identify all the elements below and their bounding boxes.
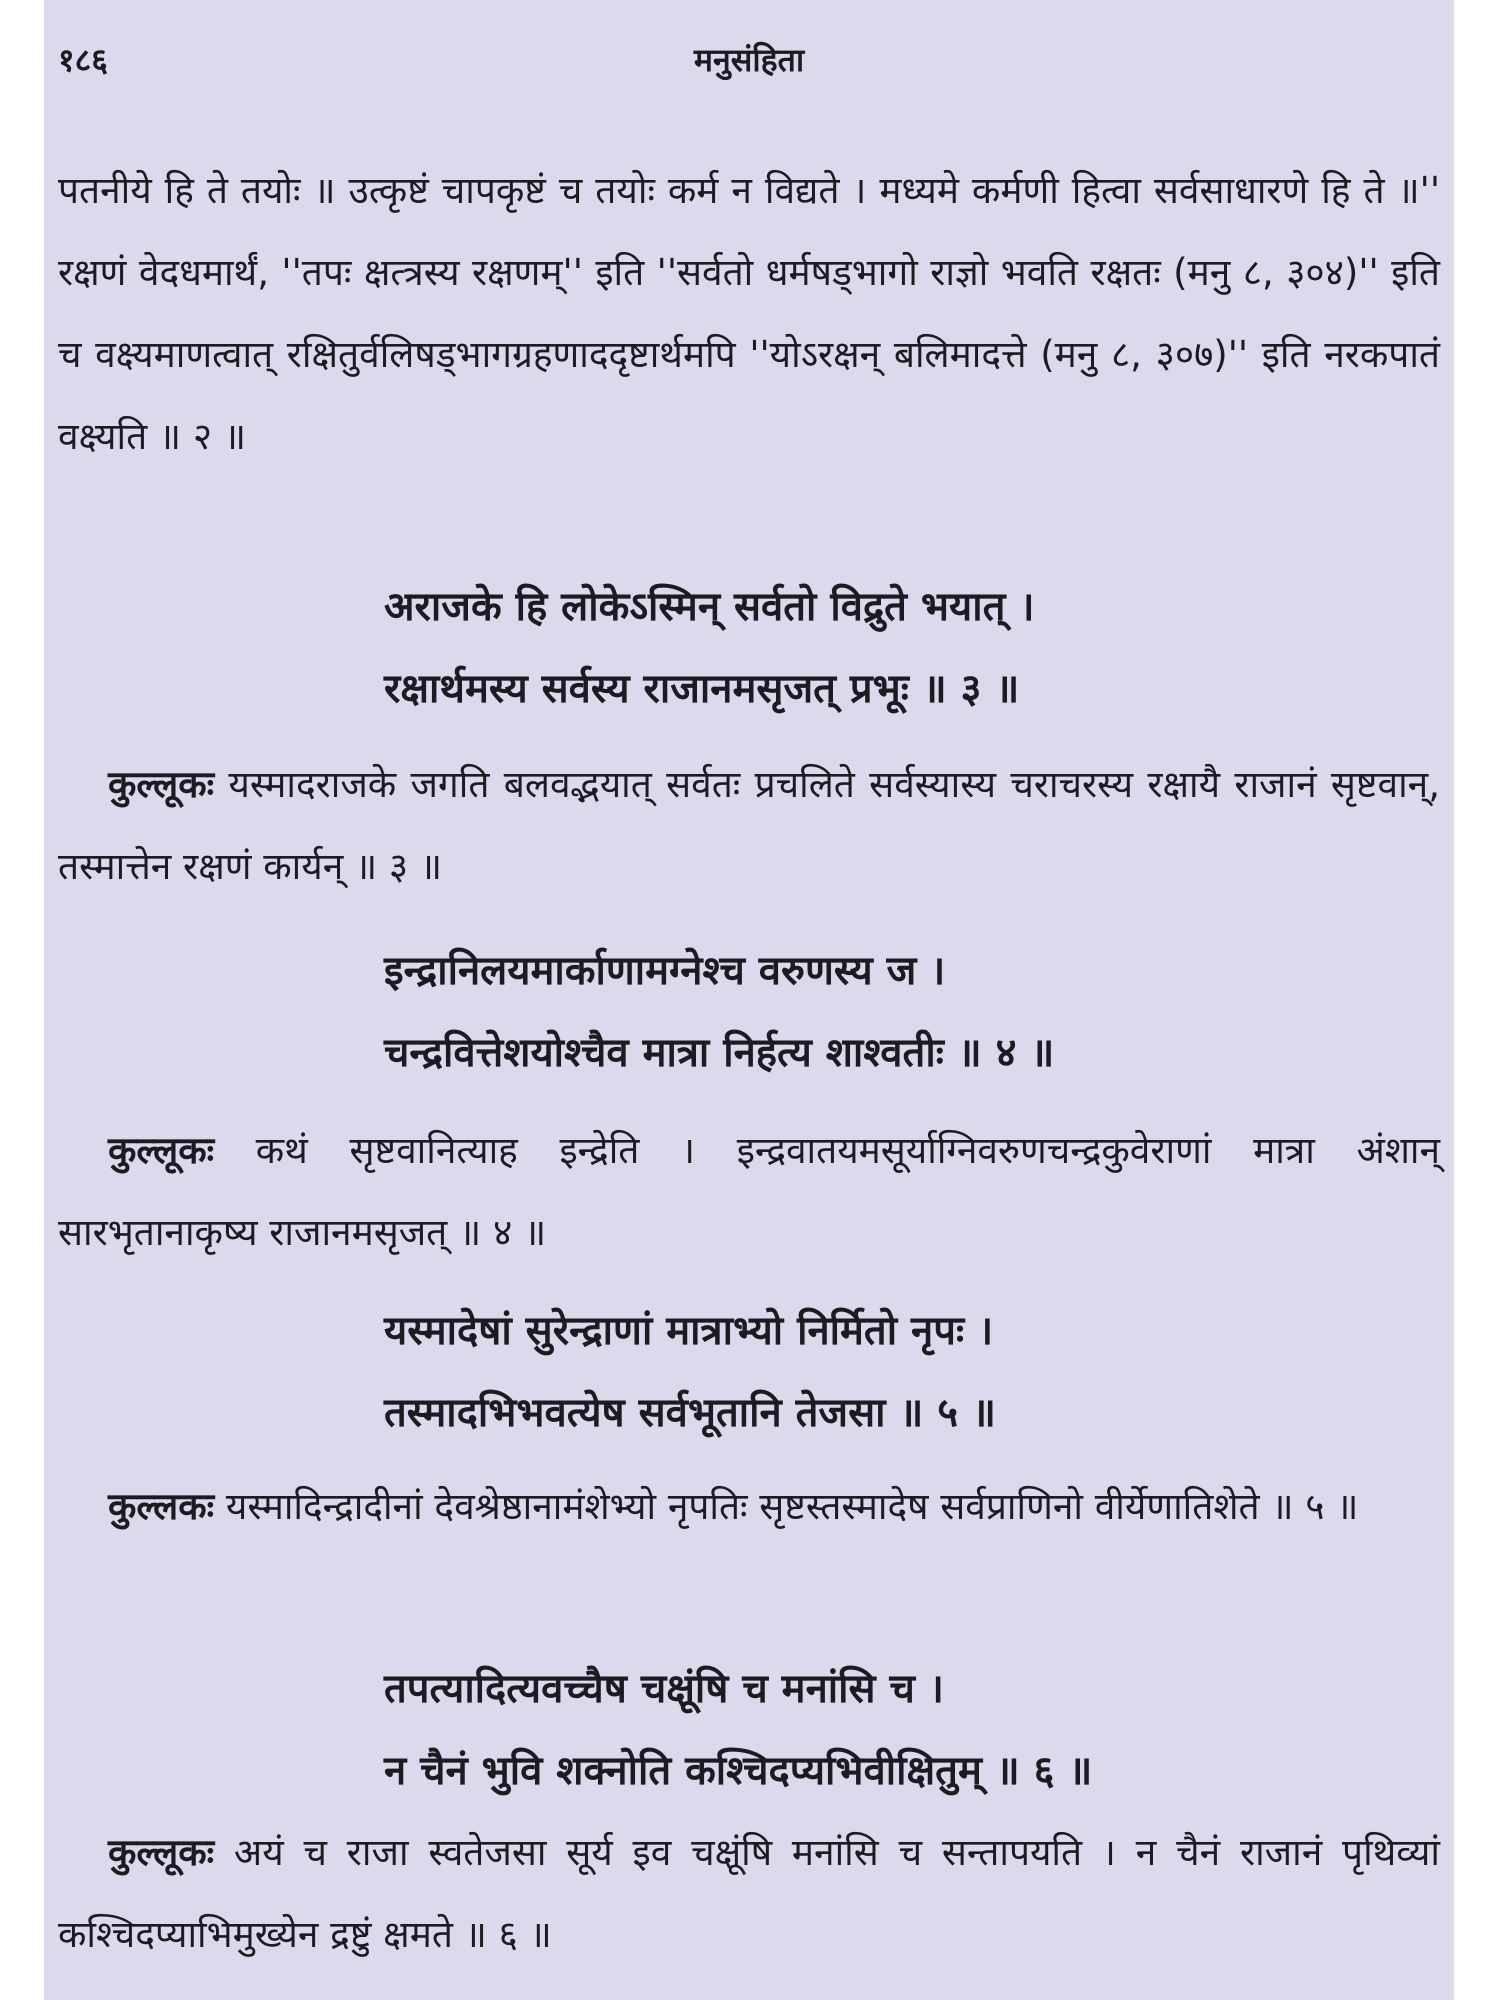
book-page	[44, 0, 1454, 2000]
verse-line: इन्द्रानिलयमार्काणामग्नेश्च वरुणस्य ज ।	[384, 948, 946, 994]
commentary-label: कुल्लूकः	[108, 1831, 215, 1874]
page-number: १८६	[58, 41, 108, 79]
running-title: मनुसंहिता	[693, 41, 805, 79]
verse-6	[384, 1648, 1444, 1812]
verse-3	[384, 566, 1444, 730]
verse-line: रक्षार्थमस्य सर्वस्य राजानमसृजत् प्रभूः ॥ ३ ॥	[384, 666, 1020, 712]
commentary-label: कुल्लकः	[108, 1485, 215, 1528]
verse-line: तपत्यादित्यवच्चैष चक्षूंषि च मनांसि च ।	[384, 1666, 944, 1712]
verse-line: अराजके हि लोकेऽस्मिन् सर्वतो विद्रुते भयात् ।	[384, 584, 1035, 630]
commentary-text: अयं च राजा स्वतेजसा सूर्य इव चक्षूंषि मनांसि च सन्तापयति । न चैनं राजानं पृथिव्यां कश्चिदप्याभिमुख्येन द्रष्टुं क्षमते ॥ ६ ॥	[58, 1831, 1440, 1956]
verse-4	[384, 930, 1444, 1094]
commentary-label: कुल्लूकः	[108, 763, 215, 806]
commentary-label: कुल्लूकः	[108, 1129, 215, 1172]
page-header	[58, 38, 1440, 88]
commentary-3	[58, 744, 1440, 908]
intro-paragraph	[58, 150, 1440, 478]
intro-text: पतनीये हि ते तयोः ॥ उत्कृष्टं चापकृष्टं च तयोः कर्म न विद्यते । मध्यमे कर्मणी हित्वा सर्वसाधारणे हि ते ॥'' रक्षणं वेदधमार्थं, ''तपः क्षत्त्रस्य रक्षणम्'' इति ''सर्वतो धर्मषड्भागो राज्ञो भवति रक्षतः (मनु ८, ३०४)'' इति च वक्ष्यमाणत्वात् रक्षितुर्वलिषड्भागग्रहणाददृष्टार्थमपि ''योऽरक्षन् बलिमादत्ते (मनु ८, ३०७)'' इति नरकपातं वक्ष्यति ॥ २ ॥	[58, 169, 1440, 458]
verse-5	[384, 1290, 1444, 1454]
verse-line: न चैनं भुवि शक्नोति कश्चिदप्यभिवीक्षितुम् ॥ ६ ॥	[384, 1748, 1093, 1794]
commentary-text: कथं सृष्टवानित्याह इन्द्रेति । इन्द्रवातयमसूर्याग्निवरुणचन्द्रकुवेराणां मात्रा अंशान् सारभृतानाकृष्य राजानमसृजत् ॥ ४ ॥	[58, 1129, 1441, 1254]
commentary-4	[58, 1110, 1440, 1274]
commentary-6	[58, 1812, 1440, 1976]
commentary-text: यस्मादराजके जगति बलवद्भयात् सर्वतः प्रचलिते सर्वस्यास्य चराचरस्य रक्षायै राजानं सृष्टवान्, तस्मात्तेन रक्षणं कार्यन् ॥ ३ ॥	[58, 763, 1440, 888]
commentary-text: यस्मादिन्द्रादीनां देवश्रेष्ठानामंशेभ्यो नृपतिः सृष्टस्तस्मादेष सर्वप्राणिनो वीर्येणातिशेते ॥ ५ ॥	[225, 1485, 1359, 1528]
verse-line: तस्मादभिभवत्येष सर्वभूतानि तेजसा ॥ ५ ॥	[384, 1390, 996, 1436]
commentary-5	[58, 1466, 1440, 1548]
verse-line: यस्मादेषां सुरेन्द्राणां मात्राभ्यो निर्मितो नृपः ।	[384, 1308, 994, 1354]
verse-line: चन्द्रवित्तेशयोश्चैव मात्रा निर्हत्य शाश्वतीः ॥ ४ ॥	[384, 1030, 1055, 1076]
